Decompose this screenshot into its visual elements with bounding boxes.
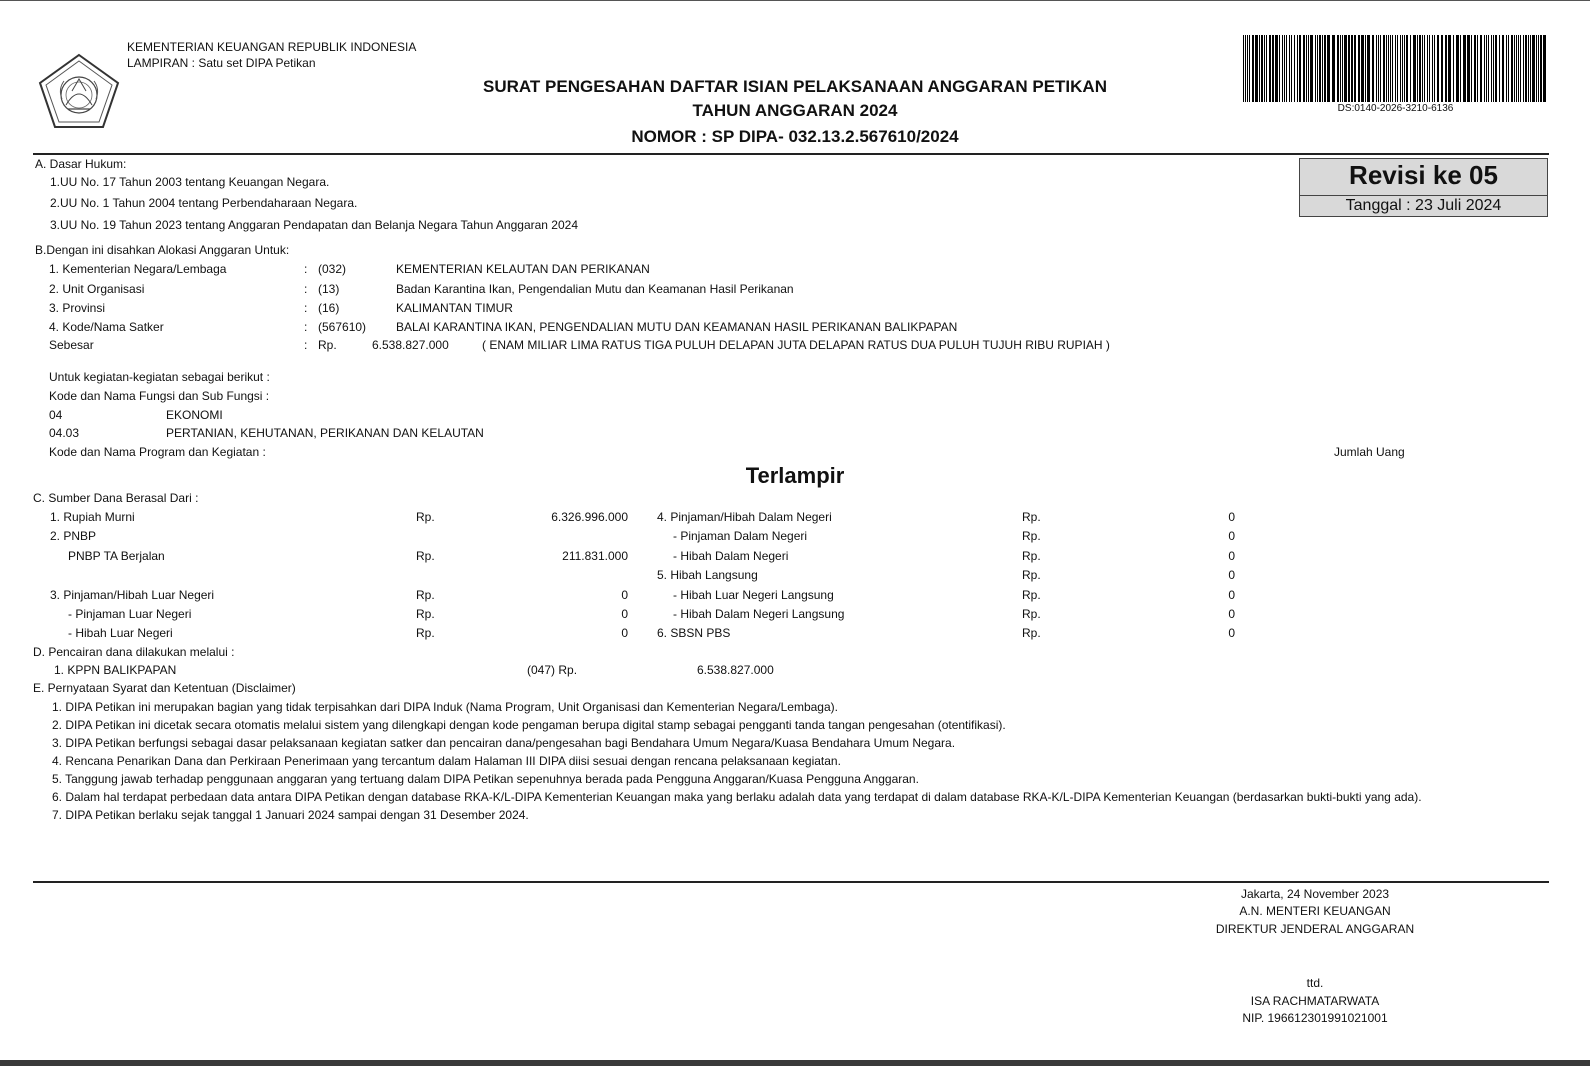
allocation-colon: : (304, 320, 308, 334)
ministry-name: KEMENTERIAN KEUANGAN REPUBLIK INDONESIA (127, 40, 417, 54)
barcode-bar (1511, 35, 1513, 102)
barcode-bar (1460, 35, 1461, 102)
fund-source-currency: Rp. (1022, 529, 1041, 543)
barcode-bar (1417, 35, 1418, 102)
fund-source-label: 1. Rupiah Murni (50, 510, 135, 524)
signature-place-date: Jakarta, 24 November 2023 (1240, 887, 1390, 901)
barcode-bar (1495, 35, 1497, 102)
barcode-bar (1493, 35, 1494, 102)
barcode-bar (1308, 35, 1309, 102)
barcode-bar (1378, 35, 1379, 102)
barcode-bar (1456, 35, 1459, 102)
barcode-bar (1424, 35, 1425, 102)
signature-ttd: ttd. (1306, 976, 1324, 990)
barcode-bar (1437, 35, 1439, 102)
document-number: NOMOR : SP DIPA- 032.13.2.567610/2024 (631, 127, 959, 146)
barcode-bar (1502, 35, 1504, 102)
fund-source-amount: 0 (621, 588, 628, 602)
subfungsi-name: PERTANIAN, KEHUTANAN, PERIKANAN DAN KELAUTAN (166, 426, 484, 440)
legal-basis-item: 3.UU No. 19 Tahun 2023 tentang Anggaran Pendapatan dan Belanja Negara Tahun Anggaran 2024 (50, 218, 578, 232)
kppn-code: (047) Rp. (527, 663, 578, 677)
kppn-label: 1. KPPN BALIKPAPAN (54, 663, 177, 677)
barcode-bar (1383, 35, 1385, 102)
barcode-bar (1291, 35, 1292, 102)
barcode-bar (1245, 35, 1246, 102)
section-a-heading: A. Dasar Hukum: (35, 157, 127, 171)
barcode-bar (1406, 35, 1408, 102)
footer-divider (33, 881, 1549, 883)
header-divider (33, 153, 1549, 155)
program-heading: Kode dan Nama Program dan Kegiatan : (49, 445, 266, 459)
disclaimer-item: 3. DIPA Petikan berfungsi sebagai dasar pelaksanaan kegiatan satker dan pencairan dana/pengesahan bagi Bendahara Umum Negara/Kuasa Bendahara Umum Negara. (52, 736, 956, 750)
barcode-bar (1486, 35, 1487, 102)
barcode-bar (1348, 35, 1350, 102)
allocation-label: 3. Provinsi (49, 301, 106, 315)
barcode-bar (1528, 35, 1529, 102)
fund-source-amount: 0 (1228, 588, 1235, 602)
barcode-bar (1342, 35, 1343, 102)
document-year: TAHUN ANGGARAN 2024 (692, 101, 898, 120)
disclaimer-item: 4. Rencana Penarikan Dana dan Perkiraan Penerimaan yang tercantum dalam Halaman III DIPA diisi sesuai dengan rencana pelaksanaan kegiatan. (52, 754, 841, 768)
barcode-bar (1315, 35, 1316, 102)
barcode-bar (1388, 35, 1389, 102)
barcode-bar (1395, 35, 1396, 102)
barcode-bar (1520, 35, 1521, 102)
barcode-bar (1297, 35, 1298, 102)
sebesar-currency: Rp. (318, 338, 337, 352)
barcode-bar (1422, 35, 1423, 102)
barcode-bar (1523, 35, 1524, 102)
disclaimer-item: 6. Dalam hal terdapat perbedaan data antara DIPA Petikan dengan database RKA-K/L-DIPA Kementerian Keuangan maka yang berlaku adalah data yang terdapat di dalam database RKA-K/L-DIPA Kementerian Keuangan (berdasarkan bukti-bukti yang ada). (52, 790, 1422, 804)
fund-source-amount: 0 (1228, 626, 1235, 640)
barcode-bar (1337, 35, 1339, 102)
barcode-bar (1282, 35, 1283, 102)
barcode-bar (1317, 35, 1318, 102)
fungsi-heading: Kode dan Nama Fungsi dan Sub Fungsi : (49, 389, 270, 403)
allocation-name: KALIMANTAN TIMUR (396, 301, 513, 315)
revision-box (1299, 158, 1548, 217)
allocation-name: KEMENTERIAN KELAUTAN DAN PERIKANAN (396, 262, 650, 276)
revision-title: Revisi ke 05 (1349, 160, 1498, 190)
kegiatan-intro: Untuk kegiatan-kegiatan sebagai berikut : (49, 370, 270, 384)
fund-source-amount: 0 (1228, 607, 1235, 621)
barcode-bar (1255, 35, 1258, 102)
fund-source-currency: Rp. (416, 510, 435, 524)
barcode-bar (1543, 35, 1546, 102)
allocation-label: 2. Unit Organisasi (49, 282, 145, 296)
disclaimer-item: 5. Tanggung jawab terhadap penggunaan anggaran yang tertuang dalam DIPA Petikan sepenuhnya berada pada Pengguna Anggaran/Kuasa Pengguna Anggaran. (52, 772, 919, 786)
sebesar-amount: 6.538.827.000 (372, 338, 449, 352)
barcode-bar (1272, 35, 1274, 102)
fund-source-label: - Pinjaman Dalam Negeri (673, 529, 808, 543)
barcode-bar (1367, 35, 1370, 102)
barcode-bar (1441, 35, 1443, 102)
barcode-bar (1358, 35, 1360, 102)
fund-source-currency: Rp. (1022, 568, 1041, 582)
barcode-bar (1310, 35, 1313, 102)
barcode-bar (1294, 35, 1295, 102)
fund-source-label: - Pinjaman Luar Negeri (68, 607, 192, 621)
fund-source-label: - Hibah Luar Negeri Langsung (673, 588, 834, 602)
barcode-bar (1324, 35, 1326, 102)
barcode-bar (1540, 35, 1542, 102)
barcode-bar (1264, 35, 1265, 102)
fund-source-label: PNBP TA Berjalan (68, 549, 165, 563)
barcode-bar (1269, 35, 1271, 102)
fund-source-amount: 0 (1228, 549, 1235, 563)
barcode-bar (1532, 35, 1535, 102)
fund-source-currency: Rp. (416, 607, 435, 621)
barcode-bar (1491, 35, 1492, 102)
legal-basis-item: 1.UU No. 17 Tahun 2003 tentang Keuangan Negara. (50, 175, 330, 189)
fund-source-label: 4. Pinjaman/Hibah Dalam Negeri (657, 510, 832, 524)
fund-source-currency: Rp. (416, 626, 435, 640)
fund-source-amount: 6.326.996.000 (551, 510, 628, 524)
barcode-bar (1467, 35, 1470, 102)
barcode-bar (1518, 35, 1519, 102)
allocation-colon: : (304, 301, 308, 315)
fund-source-label: 6. SBSN PBS (657, 626, 731, 640)
barcode-bar (1354, 35, 1356, 102)
barcode-bar (1508, 35, 1509, 102)
barcode-bar (1419, 35, 1421, 102)
fund-source-amount: 0 (621, 607, 628, 621)
sebesar-label: Sebesar (49, 338, 94, 352)
barcode-bar (1252, 35, 1254, 102)
sebesar-words: ( ENAM MILIAR LIMA RATUS TIGA PULUH DELAPAN JUTA DELAPAN RATUS DUA PULUH TUJUH RIBU RUPIAH ) (482, 338, 1110, 352)
barcode-bar (1247, 35, 1248, 102)
disclaimer-item: 7. DIPA Petikan berlaku sejak tanggal 1 Januari 2024 sampai dengan 31 Desember 2024. (52, 808, 529, 822)
fund-source-label: - Hibah Luar Negeri (68, 626, 173, 640)
barcode-bar (1303, 35, 1305, 102)
fund-source-currency: Rp. (1022, 607, 1041, 621)
allocation-code: (13) (318, 282, 340, 296)
barcode-bar (1243, 35, 1244, 102)
barcode-bar (1445, 35, 1447, 102)
barcode-bar (1284, 35, 1285, 102)
kppn-amount: 6.538.827.000 (697, 663, 774, 677)
barcode-bar (1261, 35, 1263, 102)
barcode-bar (1376, 35, 1377, 102)
barcode-bar (1488, 35, 1489, 102)
barcode-bar (1289, 35, 1290, 102)
section-e-heading: E. Pernyataan Syarat dan Ketentuan (Disclaimer) (33, 681, 296, 695)
barcode-bar (1453, 35, 1454, 102)
allocation-name: BALAI KARANTINA IKAN, PENGENDALIAN MUTU DAN KEAMANAN HASIL PERIKANAN BALIKPAPAN (396, 320, 958, 334)
section-d-heading: D. Pencairan dana dilakukan melalui : (33, 645, 235, 659)
barcode-bar (1380, 35, 1381, 102)
barcode-bar (1392, 35, 1393, 102)
allocation-code: (16) (318, 301, 340, 315)
signature-position: DIREKTUR JENDERAL ANGGARAN (1215, 922, 1415, 936)
barcode-bar (1340, 35, 1341, 102)
subfungsi-code: 04.03 (49, 426, 80, 440)
fund-source-currency: Rp. (1022, 510, 1041, 524)
barcode-bar (1413, 35, 1416, 102)
document-title: SURAT PENGESAHAN DAFTAR ISIAN PELAKSANAAN ANGGARAN PETIKAN (483, 77, 1107, 96)
allocation-code: (567610) (318, 320, 367, 334)
barcode-bar (1249, 35, 1250, 102)
allocation-code: (032) (318, 262, 347, 276)
fund-source-currency: Rp. (416, 549, 435, 563)
barcode-bar (1538, 35, 1539, 102)
disclaimer-item: 1. DIPA Petikan ini merupakan bagian yang tidak terpisahkan dari DIPA Induk (Nama Program, Unit Organisasi dan Kementerian Negara/Lembaga). (52, 700, 838, 714)
barcode-bar (1506, 35, 1507, 102)
barcode-bar (1344, 35, 1347, 102)
fund-source-amount: 0 (1228, 568, 1235, 582)
fungsi-code: 04 (49, 408, 63, 422)
allocation-label: 4. Kode/Nama Satker (49, 320, 164, 334)
sebesar-colon: : (304, 338, 308, 352)
barcode-bar (1404, 35, 1405, 102)
barcode-bar (1477, 35, 1478, 102)
barcode-bar (1427, 35, 1428, 102)
barcode-bar (1434, 35, 1435, 102)
barcode-bar (1397, 35, 1398, 102)
fund-source-currency: Rp. (1022, 588, 1041, 602)
barcode-bar (1275, 35, 1278, 102)
barcode-bar (1429, 35, 1430, 102)
lampiran-note: LAMPIRAN : Satu set DIPA Petikan (127, 56, 316, 70)
barcode-bar (1327, 35, 1330, 102)
barcode-bar (1306, 35, 1307, 102)
section-b-heading: B.Dengan ini disahkan Alokasi Anggaran Untuk: (35, 243, 290, 257)
fund-source-label: - Hibah Dalam Negeri (673, 549, 789, 563)
barcode-bar (1279, 35, 1280, 102)
barcode-bar (1332, 35, 1335, 102)
barcode-bar (1259, 35, 1260, 102)
fund-source-currency: Rp. (1022, 626, 1041, 640)
allocation-label: 1. Kementerian Negara/Lembaga (49, 262, 227, 276)
barcode-bar (1525, 35, 1527, 102)
barcode-bar (1299, 35, 1301, 102)
fund-source-label: - Hibah Dalam Negeri Langsung (673, 607, 845, 621)
fund-source-amount: 0 (621, 626, 628, 640)
barcode-bar (1390, 35, 1391, 102)
barcode-bar (1319, 35, 1321, 102)
barcode-bar (1372, 35, 1374, 102)
barcode-bar (1484, 35, 1485, 102)
barcode-bar (1530, 35, 1531, 102)
signatory-name: ISA RACHMATARWATA (1250, 994, 1380, 1008)
barcode-bar (1400, 35, 1401, 102)
legal-basis-item: 2.UU No. 1 Tahun 2004 tentang Perbendaharaan Negara. (50, 196, 358, 210)
barcode-bar (1351, 35, 1353, 102)
barcode-bar (1463, 35, 1466, 102)
barcode-bar (1480, 35, 1482, 102)
disclaimer-item: 2. DIPA Petikan ini dicetak secara otomatis melalui sistem yang dilengkapi dengan kode pengaman berupa digital stamp sebagai pengganti tanda tangan pengesahan (otentifikasi). (52, 718, 1006, 732)
revision-date: Tanggal : 23 Juli 2024 (1345, 197, 1502, 214)
fund-source-label: 5. Hibah Langsung (657, 568, 758, 582)
barcode-bar (1361, 35, 1364, 102)
signatory-nip: NIP. 196612301991021001 (1242, 1011, 1388, 1025)
fund-source-amount: 211.831.000 (562, 549, 628, 563)
barcode-bar (1474, 35, 1476, 102)
allocation-name: Badan Karantina Ikan, Pengendalian Mutu dan Keamanan Hasil Perikanan (396, 282, 794, 296)
terlampir-label: Terlampir (745, 463, 845, 488)
barcode-bar (1516, 35, 1517, 102)
revision-divider (1300, 195, 1547, 196)
fungsi-name: EKONOMI (166, 408, 223, 422)
fund-source-label: 2. PNBP (50, 529, 97, 543)
fund-source-amount: 0 (1228, 529, 1235, 543)
barcode-bar (1386, 35, 1387, 102)
allocation-colon: : (304, 262, 308, 276)
digital-stamp-code: DS:0140-2026-3210-6136 (1337, 103, 1454, 114)
barcode-bar (1471, 35, 1472, 102)
barcode-bar (1402, 35, 1403, 102)
barcode-image (1243, 35, 1548, 102)
signature-on-behalf: A.N. MENTERI KEUANGAN (1239, 904, 1391, 918)
barcode-bar (1410, 35, 1411, 102)
barcode-bar (1536, 35, 1537, 102)
barcode-bar (1286, 35, 1287, 102)
fund-source-currency: Rp. (1022, 549, 1041, 563)
barcode-bar (1266, 35, 1267, 102)
fund-source-amount: 0 (1228, 510, 1235, 524)
barcode-bar (1322, 35, 1323, 102)
fund-source-label: 3. Pinjaman/Hibah Luar Negeri (50, 588, 215, 602)
barcode-bar (1448, 35, 1451, 102)
section-c-heading: C. Sumber Dana Berasal Dari : (33, 491, 199, 505)
jumlah-uang-label: Jumlah Uang (1334, 445, 1405, 459)
allocation-colon: : (304, 282, 308, 296)
barcode-bar (1514, 35, 1515, 102)
barcode-bar (1499, 35, 1500, 102)
barcode-bar (1365, 35, 1366, 102)
barcode-bar (1432, 35, 1433, 102)
fund-source-currency: Rp. (416, 588, 435, 602)
